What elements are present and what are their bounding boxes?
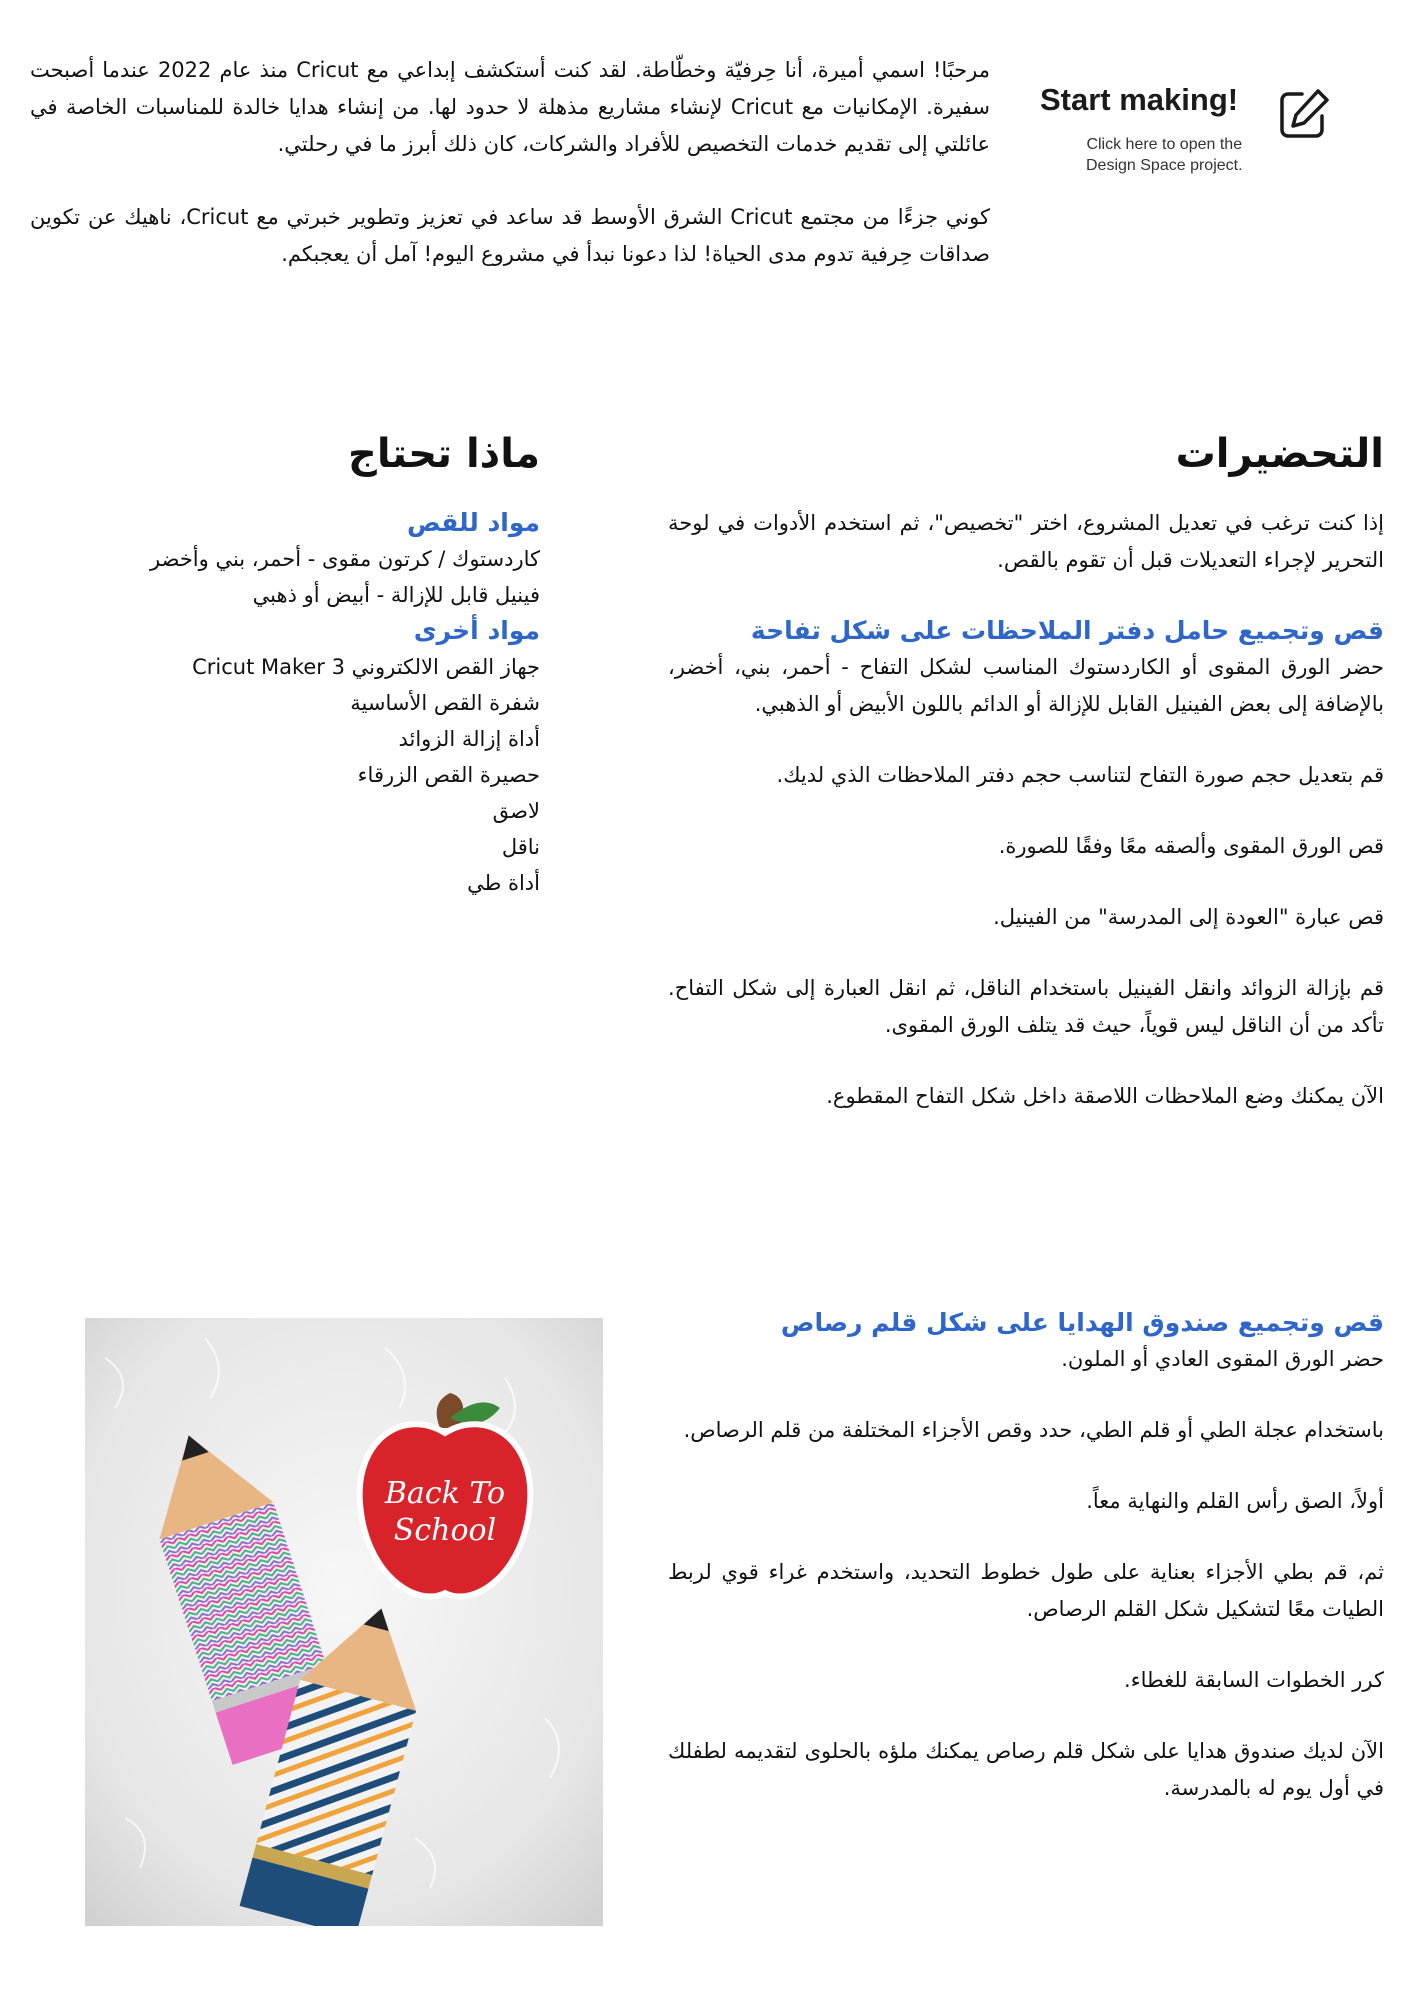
material-item: أداة إزالة الزوائد bbox=[398, 727, 540, 751]
pencil-step: كرر الخطوات السابقة للغطاء. bbox=[1124, 1668, 1384, 1692]
pencil-step: ثم، قم بطي الأجزاء بعناية على طول خطوط التحديد، واستخدم غراء قوي لربط الطيات معًا لتشكيل شكل القلم الرصاص. bbox=[668, 1560, 1384, 1621]
pencil-step: الآن لديك صندوق هدايا على شكل قلم رصاص يمكنك ملؤه بالحلوى لتقديمه لطفلك في أول يوم له بالمدرسة. bbox=[668, 1739, 1384, 1800]
pencil-step: حضر الورق المقوى العادي أو الملون. bbox=[1061, 1347, 1384, 1371]
material-item: شفرة القص الأساسية bbox=[350, 691, 540, 715]
edit-square-icon bbox=[1276, 86, 1332, 142]
apple-text: Back To bbox=[384, 1476, 506, 1511]
other-materials-title: مواد أخرى bbox=[413, 616, 540, 645]
pencil-section bbox=[668, 1305, 1384, 1807]
preparations-intro: إذا كنت ترغب في تعديل المشروع، اختر "تخصيص"، ثم استخدم الأدوات في لوحة التحرير لإجراء التعديلات قبل أن تقوم بالقص. bbox=[668, 511, 1384, 572]
project-photo bbox=[85, 1318, 603, 1926]
intro-section bbox=[30, 52, 990, 273]
start-making-subtitle: Click here to open the Design Space project. bbox=[1086, 136, 1243, 174]
material-item: لاصق bbox=[492, 799, 540, 823]
apple-step: قص عبارة "العودة إلى المدرسة" من الفينيل. bbox=[993, 905, 1384, 929]
materials-heading: ماذا تحتاج bbox=[348, 431, 540, 477]
start-making-link[interactable] bbox=[1040, 82, 1340, 182]
pencil-step: أولاً، الصق رأس القلم والنهاية معاً. bbox=[1086, 1489, 1384, 1513]
start-making-title: Start making! bbox=[1040, 82, 1239, 117]
material-item: فينيل قابل للإزالة - أبيض أو ذهبي bbox=[252, 583, 540, 607]
cut-materials-title: مواد للقص bbox=[407, 508, 540, 537]
apple-step: حضر الورق المقوى أو الكاردستوك المناسب لشكل التفاح - أحمر، بني، أخضر، بالإضافة إلى بعض الفينيل القابل للإزالة أو الدائم باللون الأبيض أو الذهبي. bbox=[668, 655, 1384, 716]
apple-step: الآن يمكنك وضع الملاحظات اللاصقة داخل شكل التفاح المقطوع. bbox=[826, 1084, 1384, 1108]
apple-step: قم بإزالة الزوائد وانقل الفينيل باستخدام الناقل، ثم انقل العبارة إلى شكل التفاح. تأكد من أن الناقل ليس قوياً، حيث قد يتلف الورق المقوى. bbox=[668, 976, 1384, 1037]
intro-paragraph: كوني جزءًا من مجتمع Cricut الشرق الأوسط قد ساعد في تعزيز وتطوير خبرتي مع Cricut، ناهيك عن تكوين صداقات حِرفية تدوم مدى الحياة! لذا دعونا نبدأ في مشروع اليوم! آمل أن يعجبكم. bbox=[30, 205, 990, 266]
material-item: ناقل bbox=[501, 835, 540, 859]
preparations-section bbox=[668, 505, 1384, 1149]
apple-step: قم بتعديل حجم صورة التفاح لتناسب حجم دفتر الملاحظات الذي لديك. bbox=[776, 763, 1384, 787]
material-item: جهاز القص الالكتروني Cricut Maker 3 bbox=[192, 655, 540, 679]
pencil-step: باستخدام عجلة الطي أو قلم الطي، حدد وقص الأجزاء المختلفة من قلم الرصاص. bbox=[683, 1418, 1384, 1442]
apple-section-title: قص وتجميع حامل دفتر الملاحظات على شكل تفاحة bbox=[750, 616, 1384, 645]
material-item: أداة طي bbox=[467, 871, 540, 895]
preparations-heading: التحضيرات bbox=[1175, 431, 1384, 477]
project-photo-illustration bbox=[85, 1318, 603, 1926]
apple-text: School bbox=[393, 1513, 497, 1548]
materials-section bbox=[60, 505, 540, 901]
intro-paragraph: مرحبًا! اسمي أميرة، أنا حِرفيّة وخطّاطة. لقد كنت أستكشف إبداعي مع Cricut منذ عام 2022 عندما أصبحت سفيرة. الإمكانيات مع Cricut لإنشاء مشاريع مذهلة لا حدود لها. من إنشاء هدايا خالدة للمناسبات الخاصة في عائلتي إلى تقديم خدمات التخصيص للأفراد والشركات، كان ذلك أبرز ما في رحلتي. bbox=[30, 58, 990, 156]
pencil-section-title: قص وتجميع صندوق الهدايا على شكل قلم رصاص bbox=[780, 1308, 1384, 1337]
material-item: حصيرة القص الزرقاء bbox=[357, 763, 540, 787]
material-item: كاردستوك / كرتون مقوى - أحمر، بني وأخضر bbox=[150, 547, 540, 571]
apple-step: قص الورق المقوى وألصقه معًا وفقًا للصورة. bbox=[998, 834, 1384, 858]
